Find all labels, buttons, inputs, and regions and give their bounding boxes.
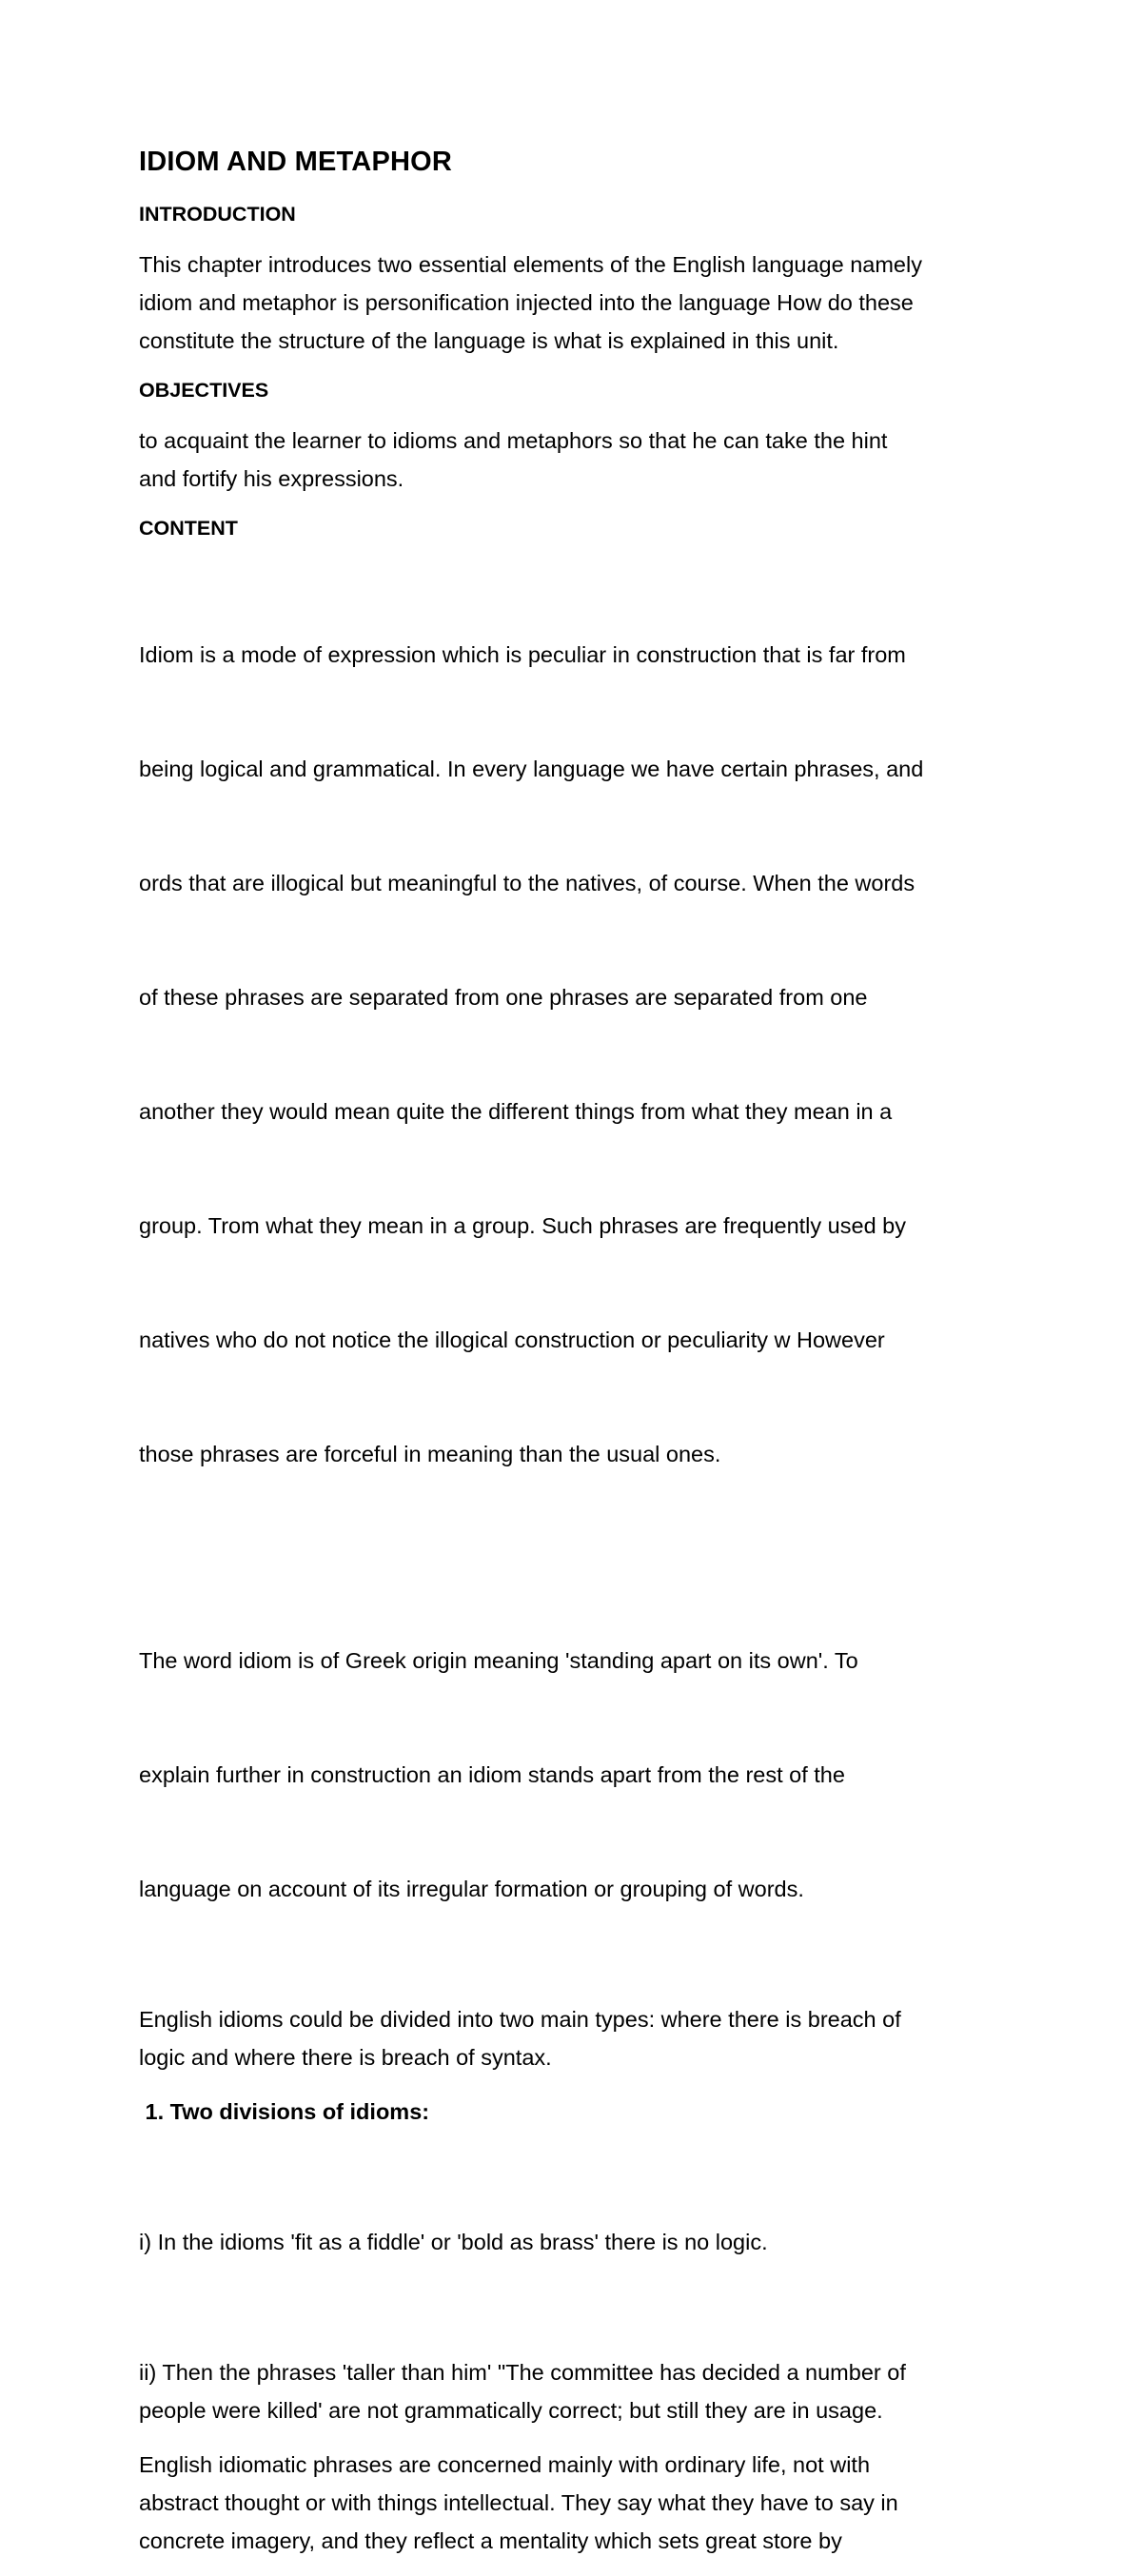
divisions-heading: 1. Two divisions of idioms: xyxy=(139,2099,430,2124)
text-line: explain further in construction an idiom stands apart from the rest of the xyxy=(139,1762,845,1787)
text-line: to acquaint the learner to idioms and metaphors so that he can take the hint xyxy=(139,428,888,453)
text-line: logic and where there is breach of syntax. xyxy=(139,2045,552,2070)
document-title: IDIOM AND METAPHOR xyxy=(139,147,453,177)
text-line: group. Trom what they mean in a group. Such phrases are frequently used by xyxy=(139,1213,906,1238)
text-line: abstract thought or with things intellectual. They say what they have to say in xyxy=(139,2490,898,2515)
division-item-1 xyxy=(139,2147,1024,2337)
text-line: Idiom is a mode of expression which is peculiar in construction that is far from xyxy=(139,642,906,667)
text-line: language on account of its irregular formation or grouping of words. xyxy=(139,1877,804,1901)
text-line: constitute the structure of the language is what is explained in this unit. xyxy=(139,328,839,353)
text-line: i) In the idioms 'fit as a fiddle' or 'bold as brass' there is no logic. xyxy=(139,2230,768,2254)
text-line: English idiomatic phrases are concerned mainly with ordinary life, not with xyxy=(139,2452,871,2477)
document-page xyxy=(139,143,1024,2576)
text-line: This chapter introduces two essential elements of the English language namely xyxy=(139,252,922,277)
text-line: another they would mean quite the different things from what they mean in a xyxy=(139,1099,893,1124)
introduction-heading: INTRODUCTION xyxy=(139,203,296,226)
objectives-paragraph xyxy=(139,422,1024,498)
content-heading: CONTENT xyxy=(139,517,238,540)
text-line: concrete imagery, and they reflect a mentality which sets great store by xyxy=(139,2528,842,2553)
text-line: idiom and metaphor is personification injected into the language How do these xyxy=(139,290,914,315)
division-item-2 xyxy=(139,2353,1024,2429)
text-line: ii) Then the phrases 'taller than him' "The committee has decided a number of xyxy=(139,2360,906,2385)
text-line: English idioms could be divided into two main types: where there is breach of xyxy=(139,2007,901,2032)
content-paragraph-idiomatic-phrases xyxy=(139,2446,1024,2560)
text-line: natives who do not notice the illogical construction or peculiarity w However xyxy=(139,1327,885,1352)
text-line: The word idiom is of Greek origin meaning 'standing apart on its own'. To xyxy=(139,1648,858,1673)
text-line: ords that are illogical but meaningful to the natives, of course. When the words xyxy=(139,871,916,895)
text-line: and fortify his expressions. xyxy=(139,466,404,491)
content-paragraph-idiom-types xyxy=(139,2000,1024,2076)
content-paragraph-greek-origin xyxy=(139,1565,1024,1984)
text-line: being logical and grammatical. In every language we have certain phrases, and xyxy=(139,757,924,781)
text-line: those phrases are forceful in meaning than the usual ones. xyxy=(139,1442,721,1466)
text-line: of these phrases are separated from one phrases are separated from one xyxy=(139,985,868,1010)
objectives-heading: OBJECTIVES xyxy=(139,379,269,402)
text-line: people were killed' are not grammatically correct; but still they are in usage. xyxy=(139,2398,883,2423)
content-paragraph-idiom-definition xyxy=(139,560,1024,1549)
introduction-paragraph xyxy=(139,246,1024,360)
